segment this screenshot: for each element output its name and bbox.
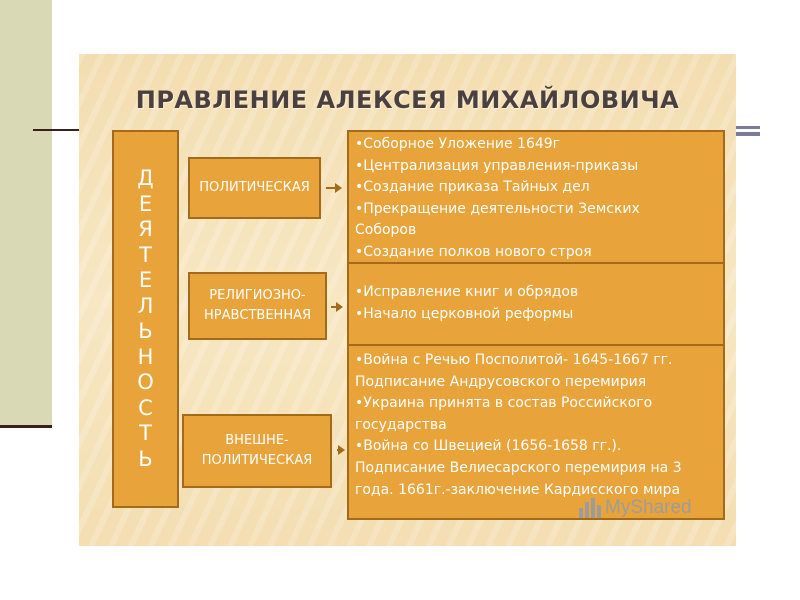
vertical-letter: Е [138,191,153,216]
content-line: •Централизация управления-приказы [355,157,639,174]
activity-vertical-box [112,130,179,508]
category-political [188,157,321,219]
religious-content-box [347,262,725,346]
content-line: Подписание Андрусовского перемирия [355,373,647,390]
content-line: •Прекращение деятельности Земских [355,200,640,217]
slide-title: ПРАВЛЕНИЕ АЛЕКСЕЯ МИХАЙЛОВИЧА [135,86,680,114]
watermark-text: MyShared [605,497,692,518]
arrow-icon [331,306,341,308]
vertical-letter: Н [137,344,154,369]
vertical-letter: Ь [138,446,153,471]
content-line: •Украина принята в состав Российского [355,395,653,412]
content-line: •Начало церковной реформы [355,305,574,322]
decor-line [736,126,760,136]
category-label: ПОЛИТИЧЕСКАЯ [201,453,313,468]
content-line: •Война со Швецией (1656-1658 гг.). [355,438,622,455]
vertical-letter: Д [137,166,154,190]
political-content-box [347,130,725,264]
vertical-letter: Е [138,268,153,292]
content-line: года. 1661г.-заключение Кардисского мира [355,481,681,498]
slide-image [79,54,736,546]
vertical-letter: С [138,395,153,420]
content-line: •Война с Речью Посполитой- 1645-1667 гг. [355,352,673,368]
vertical-letter: Т [139,421,152,445]
bar-chart-icon [579,498,601,518]
vertical-letter: Я [138,217,153,241]
category-religious [188,272,327,340]
foreign-content-box [347,344,725,520]
vertical-letter: О [137,370,154,394]
category-label: ВНЕШНЕ- [225,433,289,448]
content-line: •Создание приказа Тайных дел [355,179,590,196]
content-line: •Создание полков нового строя [355,243,592,260]
content-line: •Соборное Уложение 1649г [355,136,561,152]
category-foreign [182,414,332,488]
arrow-icon [326,187,340,189]
decor-line [33,129,79,131]
content-line: Соборов [355,222,417,239]
left-decor-panel [0,0,52,428]
vertical-letter: Т [139,242,152,267]
vertical-letter: Ь [138,319,153,343]
content-line: Подписание Велиесарского перемирия на 3 [355,459,682,476]
category-label: ПОЛИТИЧЕСКАЯ [199,180,310,195]
arrow-icon [337,449,343,451]
watermark-logo [579,496,692,520]
category-label: НРАВСТВЕННАЯ [203,308,312,323]
decor-line [0,425,52,428]
content-line: •Исправление книг и обрядов [355,284,579,300]
content-line: государства [355,416,447,433]
vertical-letter: Л [137,293,154,318]
category-label: РЕЛИГИОЗНО- [209,288,306,303]
